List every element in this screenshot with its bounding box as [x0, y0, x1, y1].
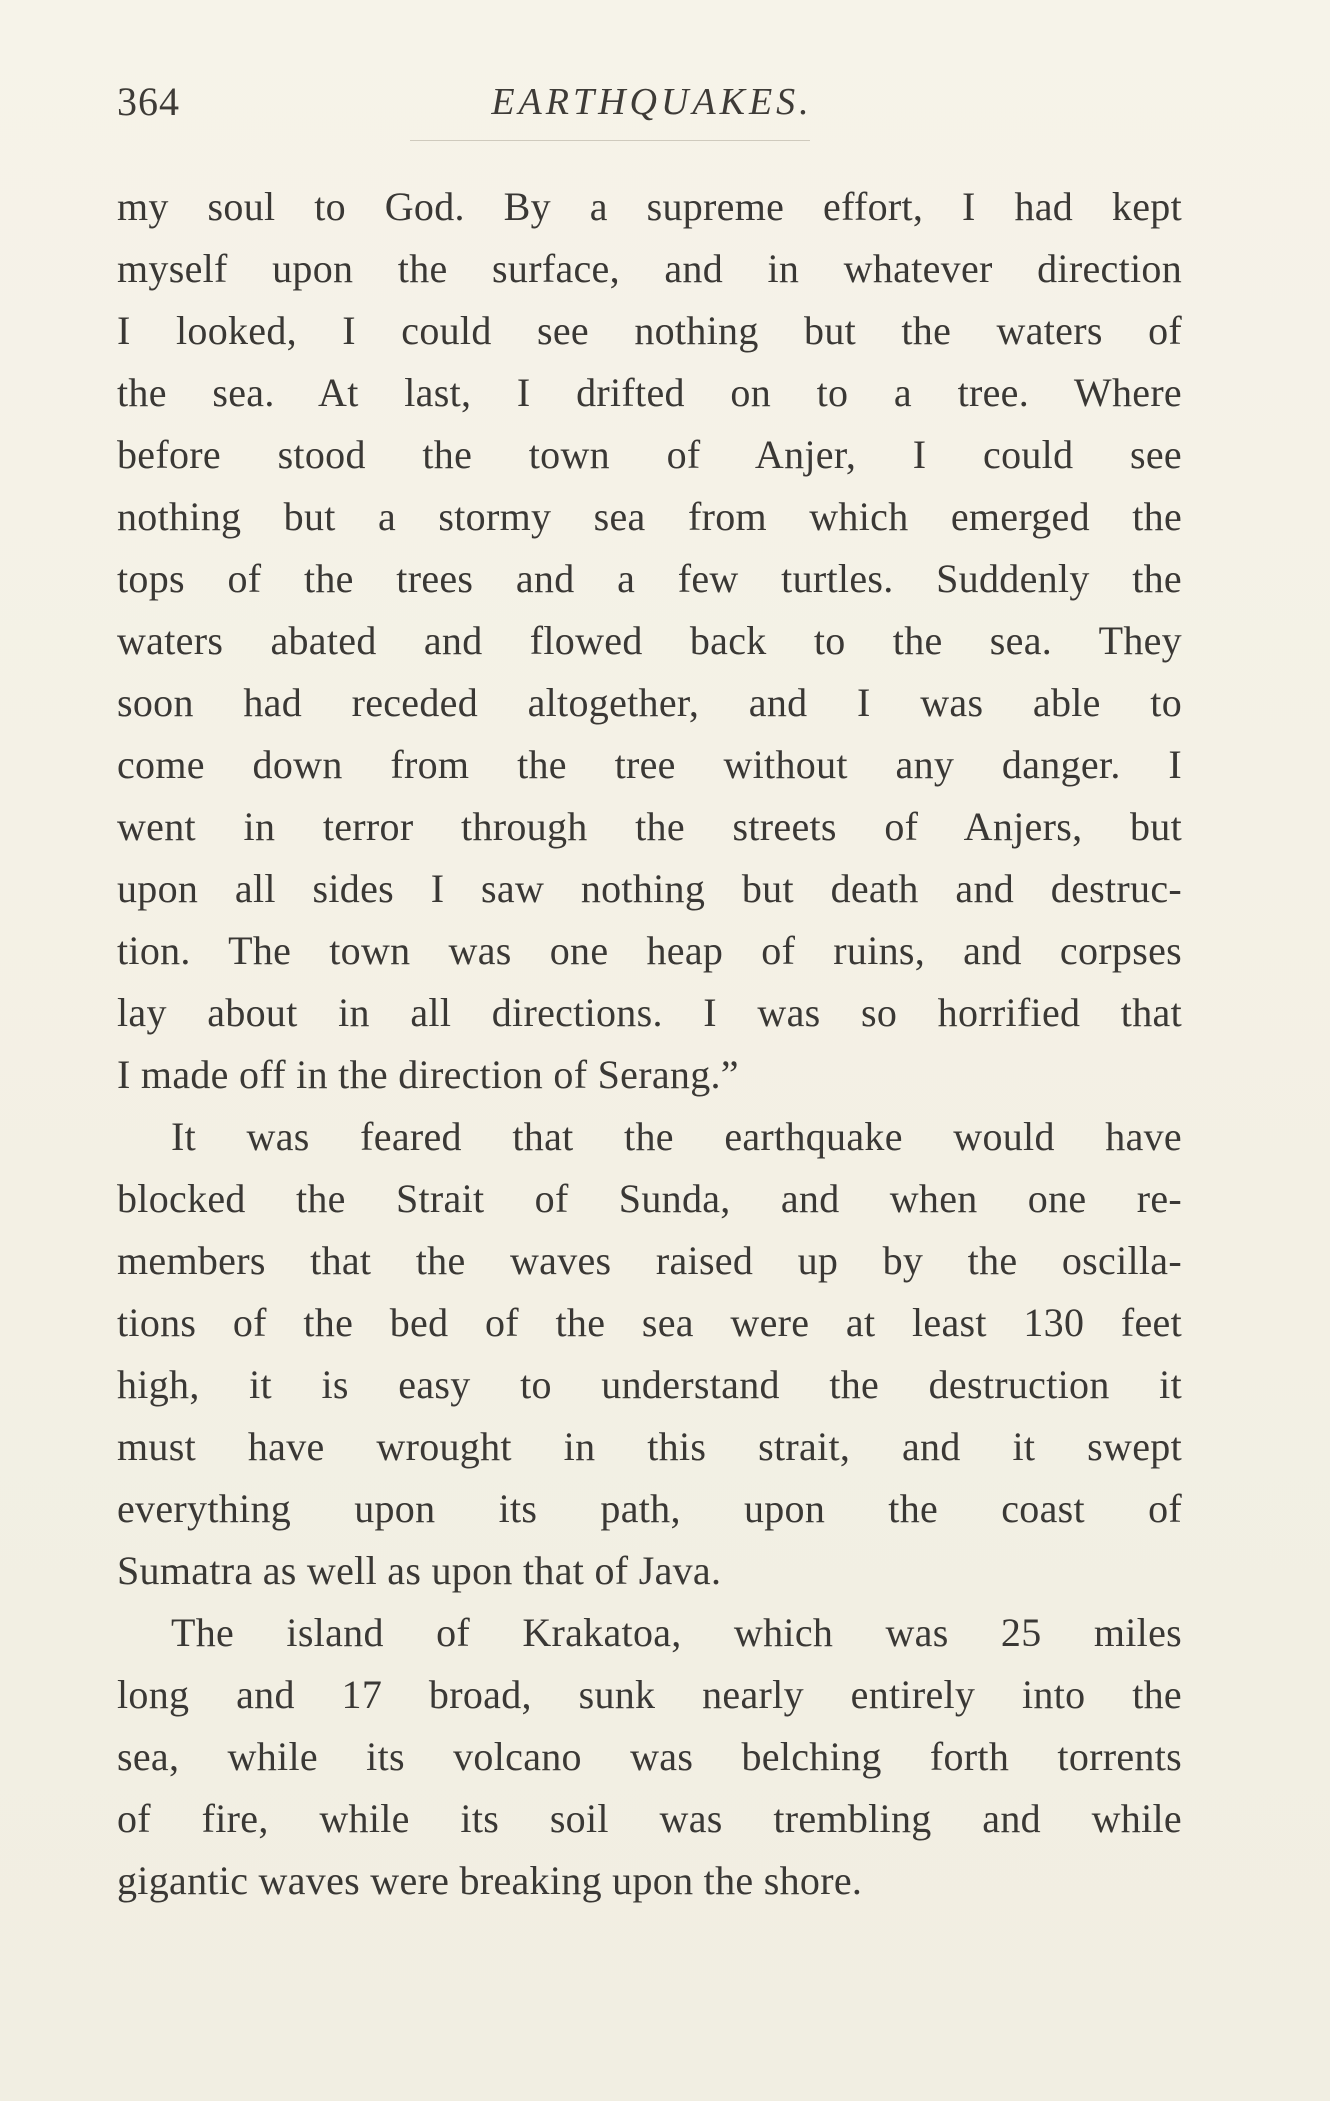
running-head — [117, 72, 1187, 132]
text-line: I made off in the direction of Serang.” — [117, 1052, 739, 1097]
text-line: long and 17 broad, sunk nearly entirely into the — [117, 1672, 1182, 1717]
header-rule — [410, 140, 810, 141]
text-line: waters abated and flowed back to the sea. They — [117, 618, 1182, 663]
paragraph — [117, 1602, 1182, 1912]
text-line: Sumatra as well as upon that of Java. — [117, 1548, 722, 1593]
text-line: everything upon its path, upon the coast of — [117, 1486, 1182, 1531]
text-line: sea, while its volcano was belching forth torrents — [117, 1734, 1182, 1779]
text-line: soon had receded altogether, and I was able to — [117, 680, 1182, 725]
text-line: my soul to God. By a supreme effort, I had kept — [117, 184, 1182, 229]
paragraph — [117, 176, 1182, 1106]
text-line: blocked the Strait of Sunda, and when one re- — [117, 1176, 1182, 1221]
text-line: must have wrought in this strait, and it swept — [117, 1424, 1182, 1469]
text-line: tion. The town was one heap of ruins, and corpses — [117, 928, 1182, 973]
text-line: tops of the trees and a few turtles. Suddenly the — [117, 556, 1182, 601]
text-line: of fire, while its soil was trembling and while — [117, 1796, 1182, 1841]
text-line: gigantic waves were breaking upon the shore. — [117, 1858, 863, 1903]
text-line: tions of the bed of the sea were at least 130 feet — [117, 1300, 1182, 1345]
text-line: high, it is easy to understand the destruction it — [117, 1362, 1182, 1407]
text-line: The island of Krakatoa, which was 25 miles — [171, 1610, 1182, 1655]
text-line: before stood the town of Anjer, I could see — [117, 432, 1182, 477]
paragraph — [117, 1106, 1182, 1602]
text-line: I looked, I could see nothing but the waters of — [117, 308, 1182, 353]
text-line: members that the waves raised up by the oscilla- — [117, 1238, 1182, 1283]
running-title: EARTHQUAKES. — [491, 81, 813, 123]
text-line: lay about in all directions. I was so horrified that — [117, 990, 1182, 1035]
text-line: nothing but a stormy sea from which emerged the — [117, 494, 1182, 539]
body-text — [117, 176, 1182, 1912]
text-line: It was feared that the earthquake would have — [171, 1114, 1182, 1159]
text-line: the sea. At last, I drifted on to a tree. Where — [117, 370, 1182, 415]
text-line: myself upon the surface, and in whatever direction — [117, 246, 1182, 291]
text-line: went in terror through the streets of Anjers, but — [117, 804, 1182, 849]
page-number: 364 — [117, 79, 180, 124]
text-line: come down from the tree without any danger. I — [117, 742, 1182, 787]
text-line: upon all sides I saw nothing but death and destruc- — [117, 866, 1182, 911]
